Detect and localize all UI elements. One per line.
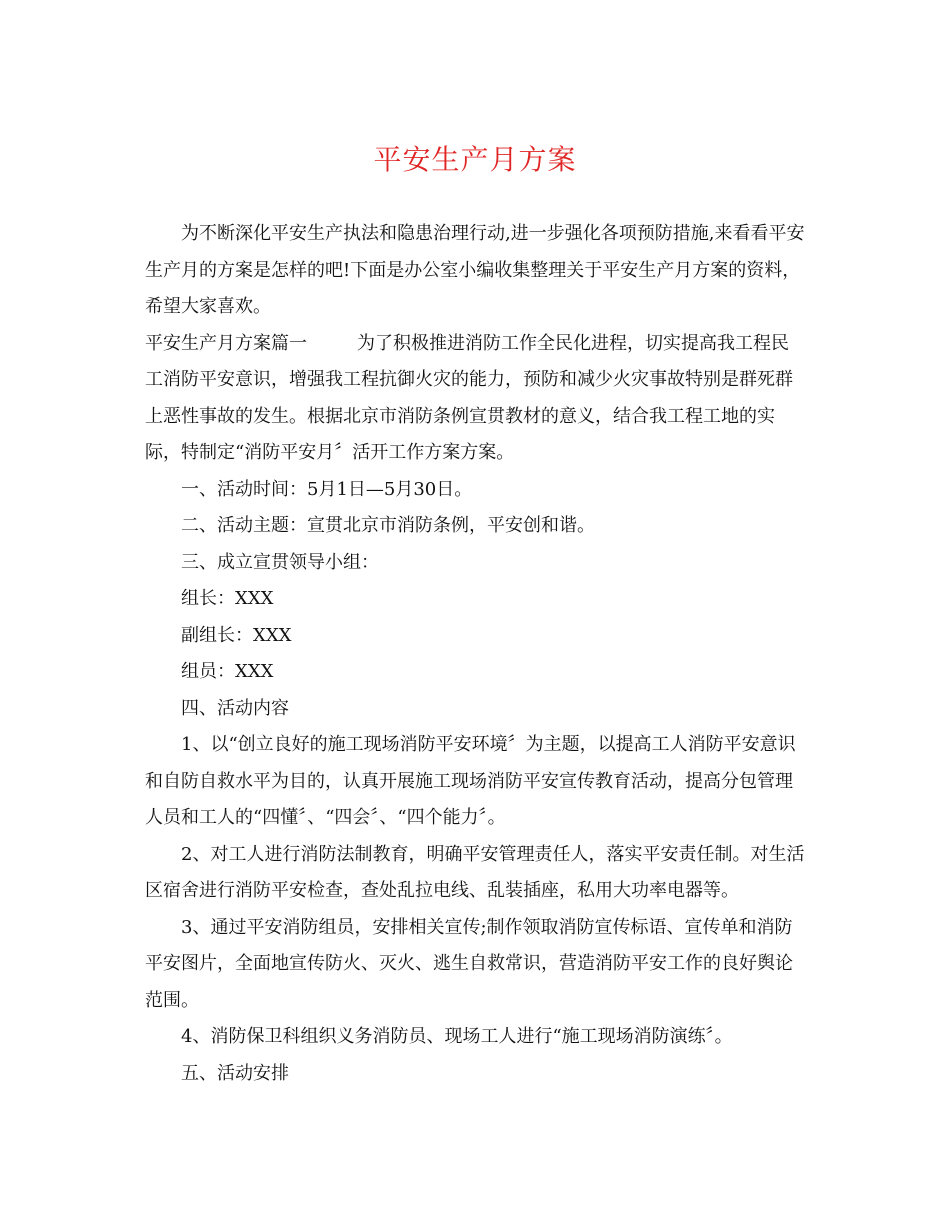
intro-paragraph: 为不断深化平安生产执法和隐患治理行动,进一步强化各项预防措施,来看看平安生产月的方案是怎样的吧!下面是办公室小编收集整理关于平安生产月方案的资料，希望大家喜欢。 [145, 223, 805, 317]
document-body [145, 216, 805, 1092]
document-title: 平安生产月方案 [373, 143, 577, 176]
section-one-paragraph [145, 326, 805, 472]
activity-content-heading: 四、活动内容 [181, 697, 289, 719]
activity-time: 一、活动时间：5月1日—5月30日。 [181, 478, 473, 500]
activity-arrangement-heading: 五、活动安排 [181, 1062, 289, 1084]
content-item-2: 2、对工人进行消防法制教育，明确平安管理责任人，落实平安责任制。对生活区宿舍进行消防平安检查，查处乱拉电线、乱装插座，私用大功率电器等。 [145, 843, 805, 901]
content-item-1: 1、以“创立良好的施工现场消防平安环境〞为主题，以提高工人消防平安意识和自防自救水平为目的，认真开展施工现场消防平安宣传教育活动，提高分包管理人员和工人的“四懂〞、“四会〞、“四个能力〞。 [145, 734, 796, 828]
section-one-heading: 平安生产月方案篇一 [145, 332, 307, 354]
vice-group-leader: 副组长：XXX [181, 624, 292, 646]
activity-theme: 二、活动主题：宣贯北京市消防条例，平安创和谐。 [181, 515, 595, 536]
content-item-3: 3、通过平安消防组员，安排相关宣传;制作领取消防宣传标语、宣传单和消防平安图片，全面地宣传防火、灭火、逃生自救常识，营造消防平安工作的良好舆论范围。 [145, 916, 793, 1011]
section-one-body: 为了积极推进消防工作全民化进程，切实提高我工程民工消防平安意识，增强我工程抗御火灾的能力，预防和减少火灾事故特别是群死群上恶性事故的发生。根据北京市消防条例宣贯教材的意义，结合我工程工地的实际，特制定“消防平安月〞活开工作方案方案。 [145, 332, 793, 463]
group-members: 组员：XXX [181, 661, 274, 682]
content-item-4: 4、消防保卫科组织义务消防员、现场工人进行“施工现场消防演练〞。 [181, 1026, 733, 1047]
leading-group-heading: 三、成立宣贯领导小组： [181, 551, 379, 573]
group-leader: 组长：XXX [181, 588, 274, 609]
